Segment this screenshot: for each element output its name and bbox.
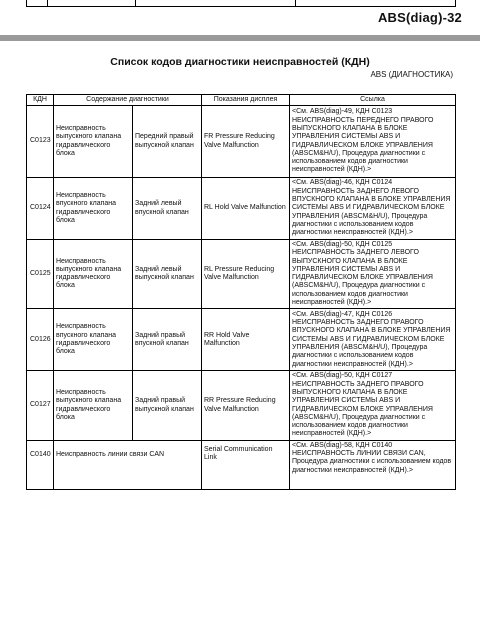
previous-table-bottom-edge (26, 0, 456, 7)
table-row (27, 440, 456, 489)
page-id: ABS(diag)-32 (377, 10, 462, 25)
table-column-divider (135, 0, 136, 6)
reference-link[interactable]: <См. ABS(diag)-49, КДН C0123 НЕИСПРАВНОСТЬ ПЕРЕДНЕГО ПРАВОГО ВЫПУСКНОГО КЛАПАНА В БЛОКЕ УПРАВЛЕНИЯ СИСТЕМЫ ABS И ГИДРАВЛИЧЕСКОМ БЛОКЕ УПРАВЛЕНИЯ (ABSCM&H/U), Процедура диагностики с использованием кодов диагностики неисправностей (КДН).> (290, 106, 456, 178)
table-row (27, 309, 456, 371)
display-text: Serial Communication Link (202, 440, 290, 489)
table-row (27, 240, 456, 309)
dtc-code: C0140 (27, 440, 54, 489)
display-text: RR Hold Valve Malfunction (202, 309, 290, 371)
dtc-code: C0127 (27, 371, 54, 440)
diagnosis-subcontent: Задний левый выпускной клапан (133, 240, 202, 309)
display-text: RR Pressure Reducing Valve Malfunction (202, 371, 290, 440)
table-row (27, 106, 456, 178)
reference-link[interactable]: <См. ABS(diag)-47, КДН C0126 НЕИСПРАВНОСТЬ ЗАДНЕГО ПРАВОГО ВПУСКНОГО КЛАПАНА В БЛОКЕ УПРАВЛЕНИЯ СИСТЕМЫ ABS И ГИДРАВЛИЧЕСКОМ БЛОКЕ УПРАВЛЕНИЯ (ABSCM&H/U), Процедура диагностики с использованием кодов диагностики неисправностей (КДН).> (290, 309, 456, 371)
table-header-row (27, 95, 456, 106)
document-subtitle: ABS (ДИАГНОСТИКА) (370, 70, 453, 79)
header-rule (0, 35, 480, 41)
diagnosis-content: Неисправность впускного клапана гидравлического блока (54, 309, 133, 371)
diagnosis-content: Неисправность выпускного клапана гидравлического блока (54, 371, 133, 440)
display-text: RL Pressure Reducing Valve Malfunction (202, 240, 290, 309)
header-display: Показания дисплея (202, 95, 290, 106)
table-column-divider (295, 0, 296, 6)
header-content: Содержание диагностики (54, 95, 202, 106)
dtc-code: C0126 (27, 309, 54, 371)
diagnosis-content: Неисправность выпускного клапана гидравлического блока (54, 106, 133, 178)
diagnosis-content: Неисправность выпускного клапана гидравлического блока (54, 240, 133, 309)
dtc-table (26, 94, 456, 490)
dtc-code: C0123 (27, 106, 54, 178)
header-reference: Ссылка (290, 95, 456, 106)
reference-link[interactable]: <См. ABS(diag)-50, КДН C0125 НЕИСПРАВНОСТЬ ЗАДНЕГО ЛЕВОГО ВЫПУСКНОГО КЛАПАНА В БЛОКЕ УПРАВЛЕНИЯ СИСТЕМЫ ABS И ГИДРАВЛИЧЕСКОМ БЛОКЕ УПРАВЛЕНИЯ (ABSCM&H/U), Процедура диагностики с использованием кодов диагностики неисправностей (КДН).> (290, 240, 456, 309)
reference-link[interactable]: <См. ABS(diag)-46, КДН C0124 НЕИСПРАВНОСТЬ ЗАДНЕГО ЛЕВОГО ВПУСКНОГО КЛАПАНА В БЛОКЕ УПРАВЛЕНИЯ СИСТЕМЫ ABS И ГИДРАВЛИЧЕСКОМ БЛОКЕ УПРАВЛЕНИЯ (ABSCM&H/U), Процедура диагностики с использованием кодов диагностики неисправностей (КДН).> (290, 178, 456, 240)
document-title: Список кодов диагностики неисправностей (КДН) (110, 56, 370, 68)
dtc-code: C0125 (27, 240, 54, 309)
table-row (27, 371, 456, 440)
diagnosis-subcontent: Задний левый впускной клапан (133, 178, 202, 240)
display-text: FR Pressure Reducing Valve Malfunction (202, 106, 290, 178)
reference-link[interactable]: <См. ABS(diag)-58, КДН C0140 НЕИСПРАВНОСТЬ ЛИНИИ СВЯЗИ CAN, Процедура диагностики с использованием кодов диагностики неисправностей (КДН).> (290, 440, 456, 489)
diagnosis-subcontent: Задний правый выпускной клапан (133, 371, 202, 440)
reference-link[interactable]: <См. ABS(diag)-50, КДН C0127 НЕИСПРАВНОСТЬ ЗАДНЕГО ПРАВОГО ВЫПУСКНОГО КЛАПАНА В БЛОКЕ УПРАВЛЕНИЯ СИСТЕМЫ ABS И ГИДРАВЛИЧЕСКОМ БЛОКЕ УПРАВЛЕНИЯ (ABSCM&H/U), Процедура диагностики с использованием кодов диагностики неисправностей (КДН).> (290, 371, 456, 440)
table-row (27, 178, 456, 240)
diagnosis-content: Неисправность впускного клапана гидравлического блока (54, 178, 133, 240)
diagnosis-subcontent: Передний правый выпускной клапан (133, 106, 202, 178)
diagnosis-subcontent: Задний правый впускной клапан (133, 309, 202, 371)
table-column-divider (47, 0, 48, 6)
header-dtc: КДН (27, 95, 54, 106)
dtc-code: C0124 (27, 178, 54, 240)
diagnosis-content: Неисправность линии связи CAN (54, 440, 202, 489)
display-text: RL Hold Valve Malfunction (202, 178, 290, 240)
